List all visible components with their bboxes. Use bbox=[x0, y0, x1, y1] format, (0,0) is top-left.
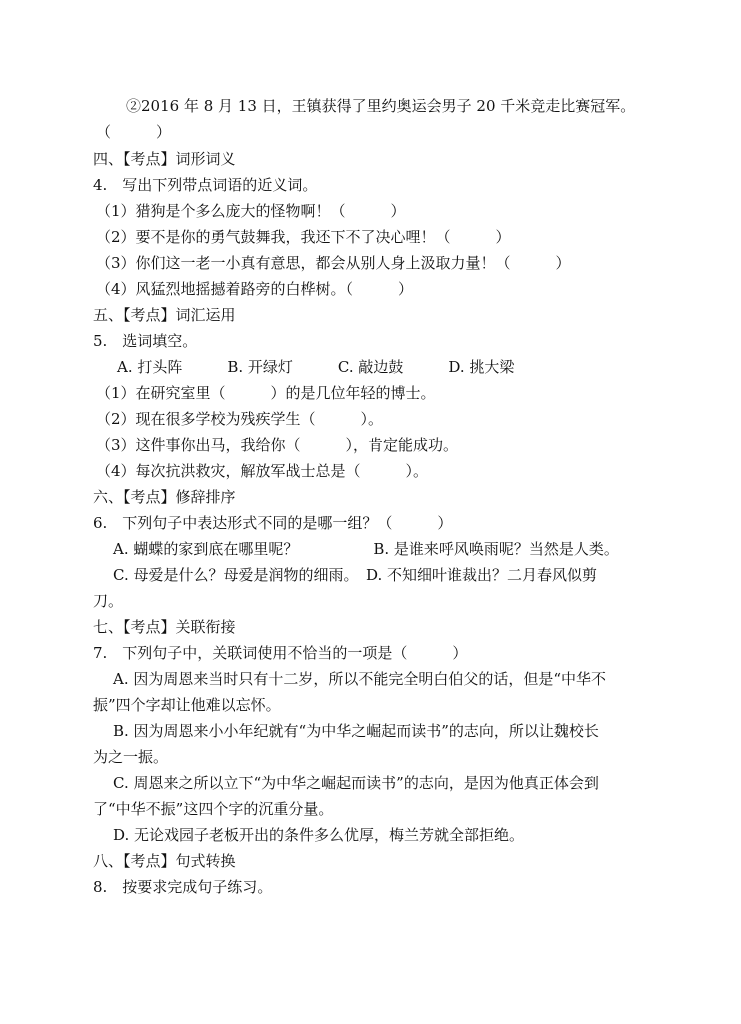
question-6-options-cd-wrap: 刀。 bbox=[93, 592, 124, 610]
section-heading-8: 八、【考点】句式转换 bbox=[93, 852, 236, 870]
question-5-item-1: （1）在研究室里（ ）的是几位年轻的博士。 bbox=[96, 384, 436, 402]
sentence-2016-item: ②2016 年 8 月 13 日，王镇获得了里约奥运会男子 20 千米竞走比赛冠军。 bbox=[126, 97, 636, 115]
question-6-options-cd: C. 母爱是什么？母爱是润物的细雨。 D. 不知细叶谁裁出？二月春风似剪 bbox=[113, 566, 598, 584]
question-6-options-ab: A. 蝴蝶的家到底在哪里呢？ B. 是谁来呼风唤雨呢？当然是人类。 bbox=[113, 540, 619, 558]
question-7-option-a: A. 因为周恩来当时只有十二岁，所以不能完全明白伯父的话，但是“中华不 bbox=[113, 670, 607, 688]
question-8-title: 8. 按要求完成句子练习。 bbox=[93, 878, 273, 896]
question-7-option-d: D. 无论戏园子老板开出的条件多么优厚，梅兰芳就全部拒绝。 bbox=[113, 826, 525, 844]
question-7-title: 7. 下列句子中，关联词使用不恰当的一项是（ ） bbox=[93, 644, 468, 662]
question-5-title: 5. 选词填空。 bbox=[93, 332, 198, 350]
question-4-title: 4. 写出下列带点词语的近义词。 bbox=[93, 176, 318, 194]
question-7-option-c-wrap: 了“中华不振”这四个字的沉重分量。 bbox=[93, 800, 334, 818]
question-5-options: A. 打头阵 B. 开绿灯 C. 敲边鼓 D. 挑大梁 bbox=[117, 358, 515, 376]
section-heading-7: 七、【考点】关联衔接 bbox=[93, 618, 236, 636]
question-7-option-a-wrap: 振”四个字却让他难以忘怀。 bbox=[93, 696, 281, 714]
question-7-option-b: B. 因为周恩来小小年纪就有“为中华之崛起而读书”的志向，所以让魏校长 bbox=[113, 722, 599, 740]
section-heading-5: 五、【考点】词汇运用 bbox=[93, 306, 236, 324]
section-heading-6: 六、【考点】修辞排序 bbox=[93, 488, 236, 506]
answer-blank: （ ） bbox=[96, 123, 172, 141]
question-4-item-4: （4）风猛烈地摇撼着路旁的白桦树。（ ） bbox=[96, 280, 414, 298]
question-4-item-1: （1）猎狗是个多么庞大的怪物啊！（ ） bbox=[96, 202, 406, 220]
question-4-item-2: （2）要不是你的勇气鼓舞我，我还下不了决心哩！（ ） bbox=[96, 228, 511, 246]
section-heading-4: 四、【考点】词形词义 bbox=[93, 150, 236, 168]
question-5-item-4: （4）每次抗洪救灾，解放军战士总是（ ）。 bbox=[96, 462, 429, 480]
question-4-item-3: （3）你们这一老一小真有意思，都会从别人身上汲取力量！（ ） bbox=[96, 254, 571, 272]
question-6-title: 6. 下列句子中表达形式不同的是哪一组？（ ） bbox=[93, 514, 453, 532]
question-7-option-b-wrap: 为之一振。 bbox=[93, 748, 169, 766]
question-5-item-2: （2）现在很多学校为残疾学生（ ）。 bbox=[96, 410, 384, 428]
question-7-option-c: C. 周恩来之所以立下“为中华之崛起而读书”的志向，是因为他真正体会到 bbox=[113, 774, 599, 792]
question-5-item-3: （3）这件事你出马，我给你（ ），肯定能成功。 bbox=[96, 436, 459, 454]
